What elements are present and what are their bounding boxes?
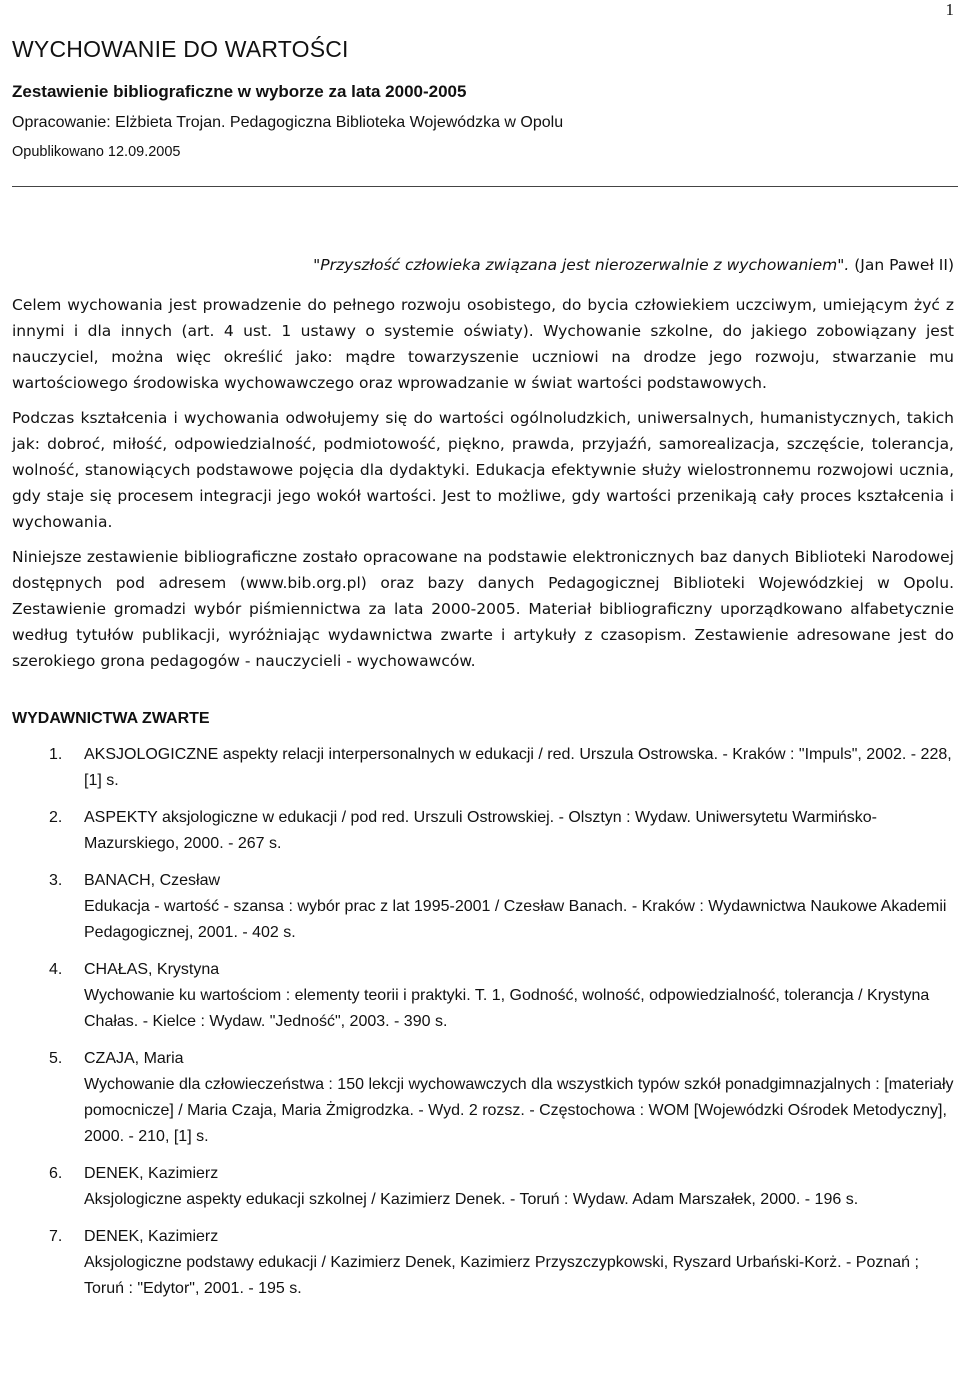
entry-number: 6. bbox=[49, 1165, 63, 1182]
entry-text: ASPEKTY aksjologiczne w edukacji / pod red. Urszuli Ostrowskiej. - Olsztyn : Wydaw. Uniwersytetu Warmińsko-Mazurskiego, 2000. - 267 s. bbox=[84, 809, 877, 852]
entry-text: Wychowanie dla człowieczeństwa : 150 lekcji wychowawczych dla wszystkich typów szkół ponadgimnazjalnych : [materiały pomocnicze] / Maria Czaja, Maria Żmigrodzka. - Wyd. 2 rozsz. - Częstochowa : WOM [Wojewódzki Ośrodek Metodyczny], 2000. - 210, [1] s. bbox=[84, 1076, 954, 1145]
entry-author: CZAJA, Maria bbox=[84, 1050, 184, 1067]
scope-paragraph: Niniejsze zestawienie bibliograficzne zostało opracowane na podstawie elektronicznych baz danych Biblioteki Narodowej dostępnych pod adresem (www.bib.org.pl) oraz bazy danych Pedagogicznej Biblioteki Wojewódzkiej w Opolu. Zestawienie gromadzi wybór piśmiennictwa za lata 2000-2005. Materiał bibliograficzny uporządkowano alfabetycznie według tytułów publikacji, wyróżniając wydawnictwa zwarte i artykuły z czasopism. Zestawienie adresowane jest do szerokiego grona pedagogów - nauczycieli - wychowawców. bbox=[12, 548, 954, 670]
entry-text: Wychowanie ku wartościom : elementy teorii i praktyki. T. 1, Godność, wolność, odpowiedzialność, tolerancja / Krystyna Chałas. - Kielce : Wydaw. "Jedność", 2003. - 390 s. bbox=[84, 987, 930, 1030]
intro-paragraph: Celem wychowania jest prowadzenie do pełnego rozwoju osobistego, do bycia człowiekiem uczciwym, umiejącym żyć z innymi i dla innych (art. 4 ust. 1 ustawy o systemie oświaty). Wychowanie szkolne, do jakiego zobowiązany jest nauczyciel, można więc określić jako: mądre towarzyszenie uczniowi na drodze jego rozwoju, stwarzanie mu wartościowego środowiska wychowawczego oraz wprowadzanie w świat wartości podstawowych. bbox=[12, 296, 954, 392]
values-paragraph: Podczas kształcenia i wychowania odwołujemy się do wartości ogólnoludzkich, uniwersalnych, humanistycznych, takich jak: dobroć, miłość, odpowiedzialność, podmiotowość, piękno, prawda, przyjaźń, samorealizacja, szczęście, tolerancja, wolność, stanowiących podstawowe pojęcia dla dydaktyki. Edukacja efektywnie służy wielostronnemu rozwojowi ucznia, gdy staje się procesem integracji jego wokół wartości. Jest to możliwe, gdy wartości przenikają cały proces kształcenia i wychowania. bbox=[12, 409, 954, 531]
bibliography-entry bbox=[12, 805, 954, 857]
entry-text: Edukacja - wartość - szansa : wybór prac z lat 1995-2001 / Czesław Banach. - Kraków : Wydawnictwa Naukowe Akademii Pedagogicznej, 2001. - 402 s. bbox=[84, 898, 947, 941]
bibliography-entry bbox=[12, 1046, 954, 1150]
section-heading: WYDAWNICTWA ZWARTE bbox=[12, 710, 210, 727]
bibliography-entry bbox=[12, 868, 954, 946]
entry-author: DENEK, Kazimierz bbox=[84, 1165, 219, 1182]
entry-number: 7. bbox=[49, 1228, 63, 1245]
bibliography-entry bbox=[12, 1161, 954, 1213]
bibliography-entry bbox=[12, 742, 954, 794]
entry-number: 3. bbox=[49, 872, 63, 889]
page-number: 1 bbox=[945, 0, 954, 19]
publication-date: Opublikowano 12.09.2005 bbox=[12, 144, 181, 160]
bibliography-entry bbox=[12, 1224, 954, 1302]
quote-attribution: (Jan Paweł II) bbox=[849, 256, 954, 274]
document-subtitle: Zestawienie bibliograficzne w wyborze za lata 2000-2005 bbox=[12, 82, 467, 101]
entry-author: DENEK, Kazimierz bbox=[84, 1228, 219, 1245]
entry-number: 2. bbox=[49, 809, 63, 826]
bibliography-entry bbox=[12, 957, 954, 1035]
header-divider bbox=[12, 186, 958, 187]
document-body bbox=[12, 252, 954, 1313]
entry-text: Aksjologiczne aspekty edukacji szkolnej / Kazimierz Denek. - Toruń : Wydaw. Adam Marszałek, 2000. - 196 s. bbox=[84, 1191, 859, 1208]
epigraph-quote bbox=[12, 252, 954, 278]
entry-text: AKSJOLOGICZNE aspekty relacji interpersonalnych w edukacji / red. Urszula Ostrowska. - Kraków : "Impuls", 2002. - 228, [1] s. bbox=[84, 746, 952, 789]
quote-text: "Przyszłość człowieka związana jest nierozerwalnie z wychowaniem". bbox=[313, 256, 850, 274]
document-header bbox=[12, 36, 956, 160]
entry-number: 4. bbox=[49, 961, 63, 978]
author-line: Opracowanie: Elżbieta Trojan. Pedagogiczna Biblioteka Wojewódzka w Opolu bbox=[12, 114, 564, 131]
entry-text: Aksjologiczne podstawy edukacji / Kazimierz Denek, Kazimierz Przyszczypkowski, Ryszard Urbański-Korż. - Poznań ; Toruń : "Edytor", 2001. - 195 s. bbox=[84, 1254, 919, 1297]
bibliography-list bbox=[12, 742, 954, 1302]
document-title: WYCHOWANIE DO WARTOŚCI bbox=[12, 36, 349, 62]
entry-author: BANACH, Czesław bbox=[84, 872, 221, 889]
entry-number: 5. bbox=[49, 1050, 63, 1067]
entry-number: 1. bbox=[49, 746, 63, 763]
entry-author: CHAŁAS, Krystyna bbox=[84, 961, 220, 978]
